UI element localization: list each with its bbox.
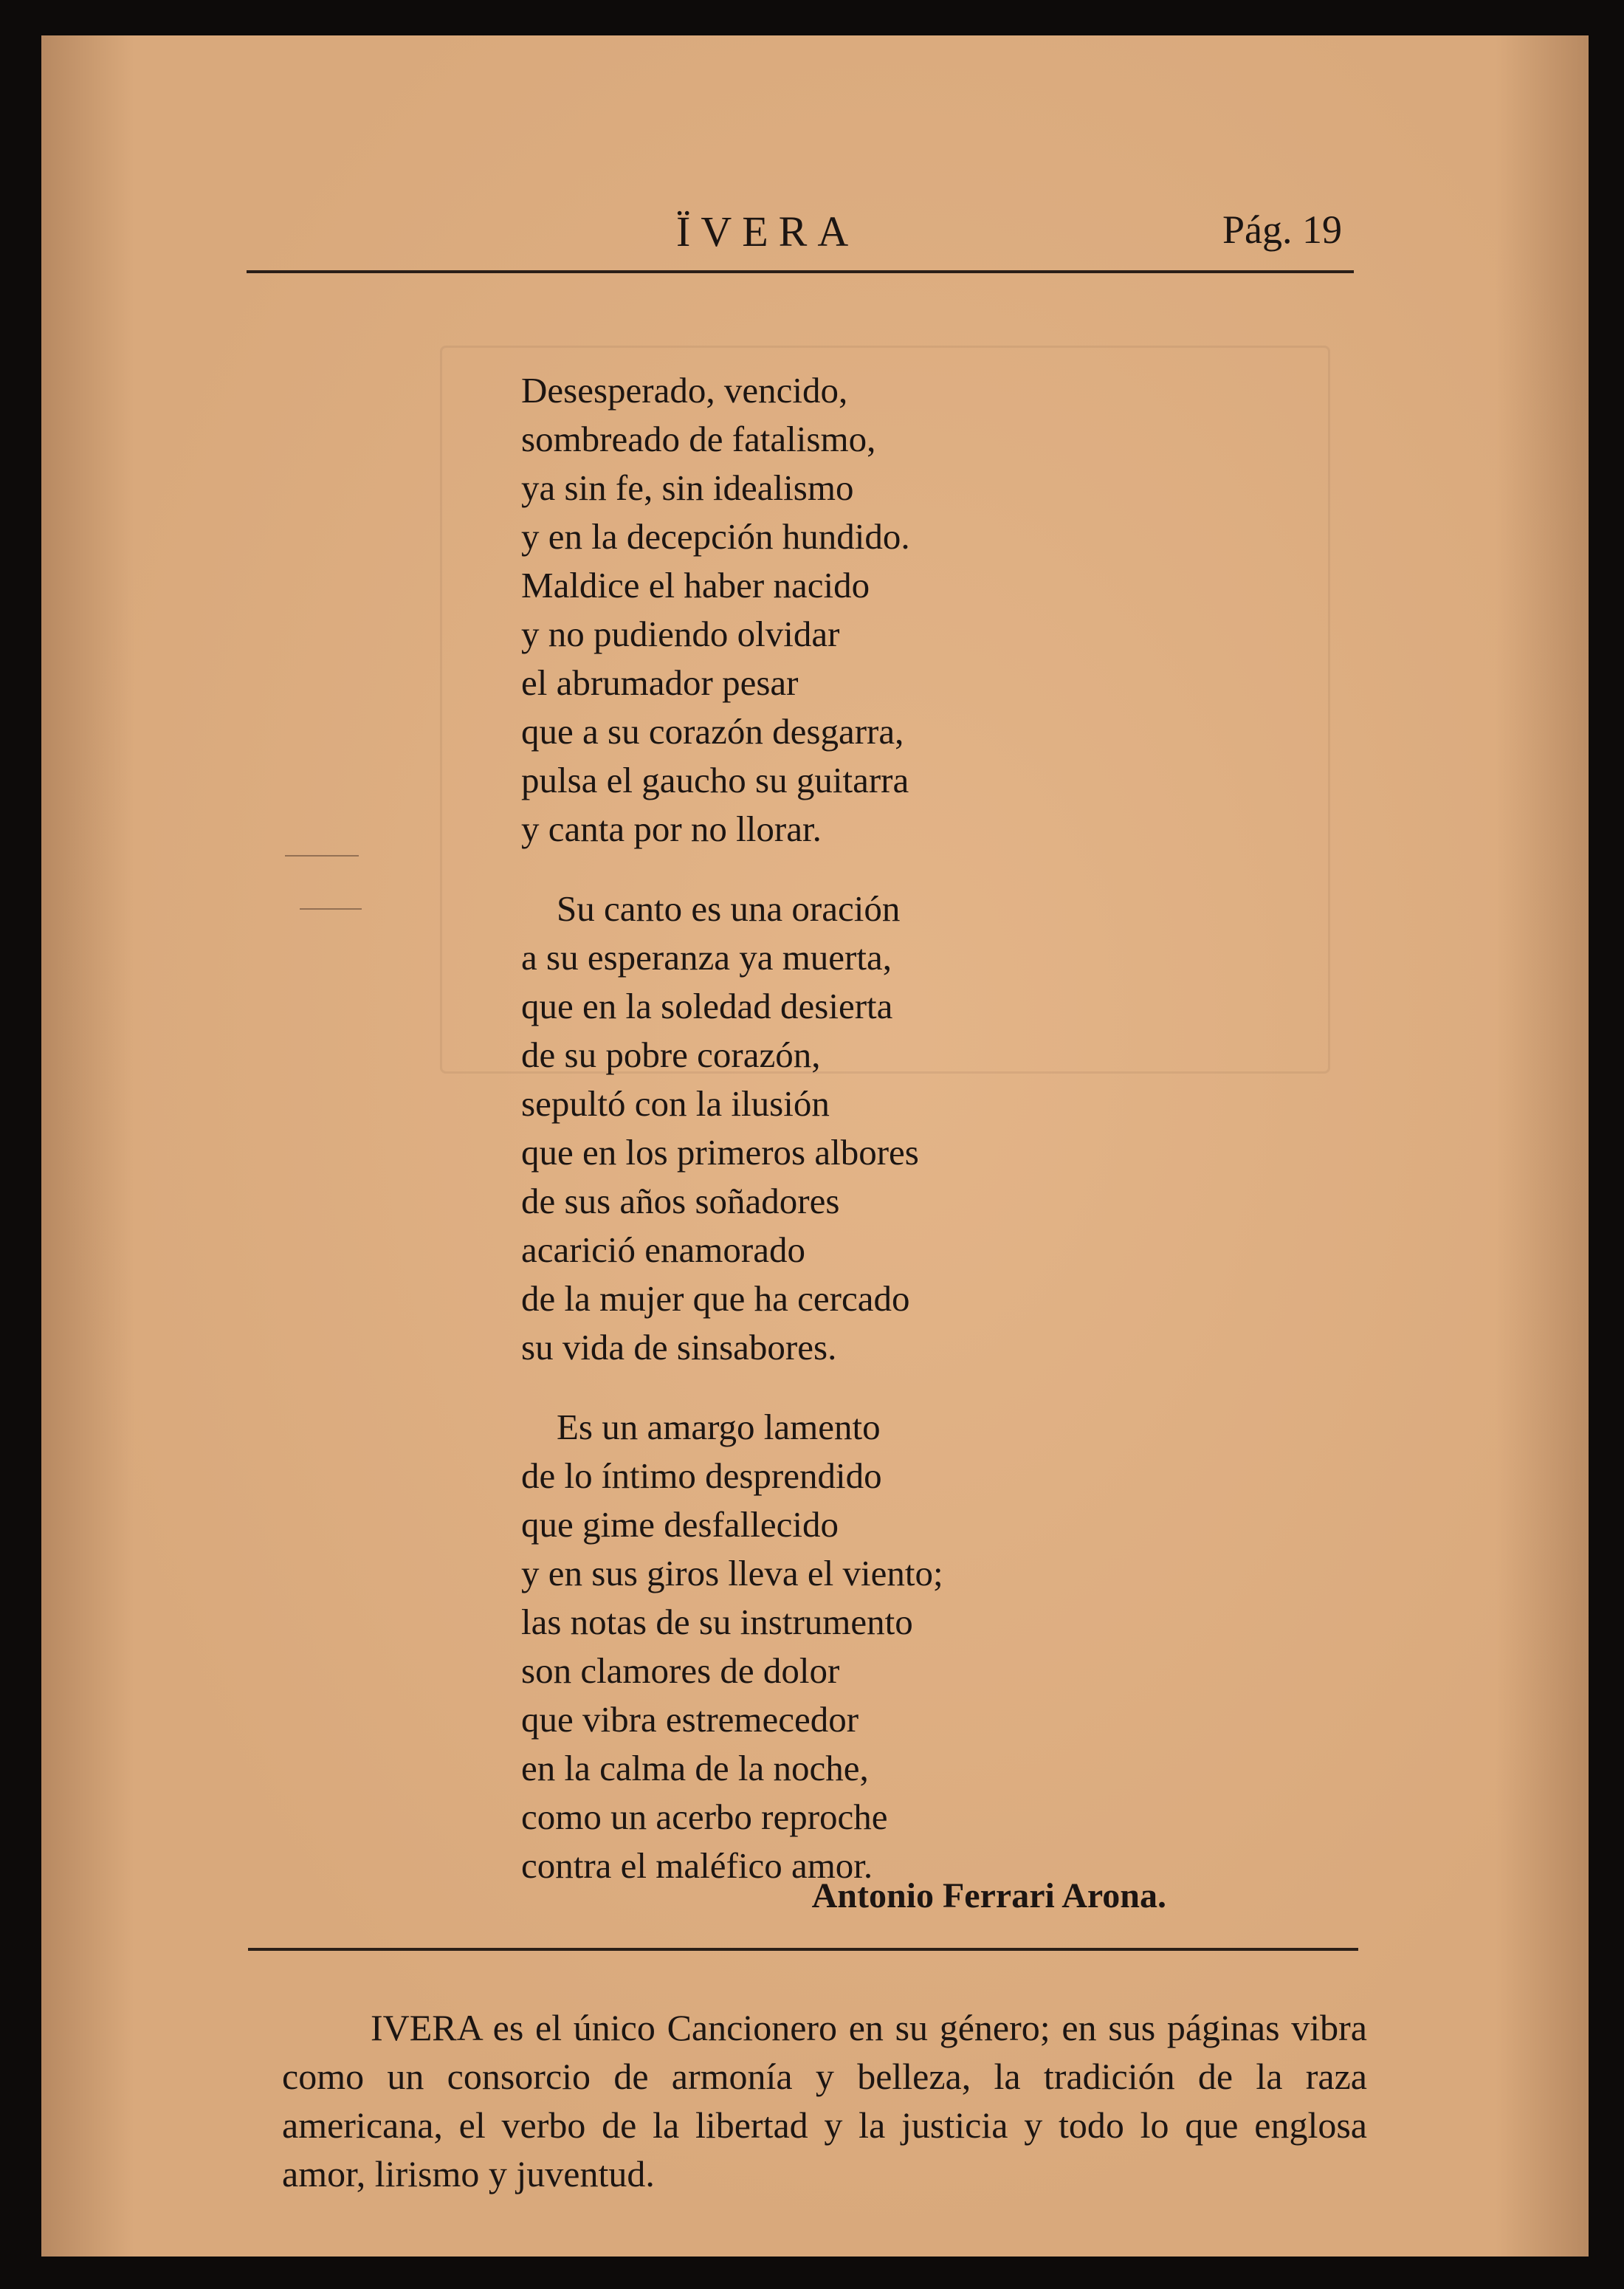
running-header-title: ÏVERA <box>676 207 859 255</box>
page-number: Pág. 19 <box>1222 207 1342 252</box>
poem-line: que en los primeros albores <box>521 1132 919 1173</box>
header-rule <box>247 270 1354 273</box>
margin-mark <box>300 908 362 910</box>
footer-rule <box>248 1948 1358 1951</box>
poem-line: que a su corazón desgarra, <box>521 711 904 752</box>
poem-line: y canta por no llorar. <box>521 809 822 849</box>
poem-line: y en sus giros lleva el viento; <box>521 1553 943 1593</box>
footer-advertisement: IVERA es el único Cancionero en su género; en sus páginas vibra como un consorcio de armonía y belleza, la tradición de la raza americana, el verbo de la libertad y la justicia y todo lo que englosa amor, lirismo y juventud. <box>282 2007 1367 2194</box>
poem-line: de sus años soñadores <box>521 1181 840 1221</box>
poem-line: Desesperado, vencido, <box>521 370 848 411</box>
poem-line: que vibra estremecedor <box>521 1699 859 1740</box>
poem <box>521 366 1407 1921</box>
poem-line: que en la soledad desierta <box>521 986 893 1026</box>
poem-line: como un acerbo reproche <box>521 1796 888 1837</box>
poem-line: de lo íntimo desprendido <box>521 1455 882 1496</box>
margin-mark <box>285 855 359 857</box>
poem-line: sepultó con la ilusión <box>521 1083 830 1124</box>
poem-line: y no pudiendo olvidar <box>521 614 840 654</box>
poem-line: Su canto es una oración <box>557 888 901 929</box>
poem-stanza-3 <box>521 1403 1407 1890</box>
poem-line: acarició enamorado <box>521 1229 805 1270</box>
poem-line: las notas de su instrumento <box>521 1602 913 1642</box>
poem-line: de la mujer que ha cercado <box>521 1278 910 1319</box>
poem-line: contra el maléfico amor. <box>521 1845 873 1886</box>
poem-line: y en la decepción hundido. <box>521 516 910 557</box>
poem-line: a su esperanza ya muerta, <box>521 937 892 978</box>
poem-line: en la calma de la noche, <box>521 1748 869 1788</box>
book-page <box>41 35 1589 2257</box>
poem-line: de su pobre corazón, <box>521 1034 821 1075</box>
poem-line: Es un amargo lamento <box>557 1407 881 1447</box>
poem-author: Antonio Ferrari Arona. <box>811 1876 1166 1915</box>
poem-stanza-1 <box>521 366 1407 854</box>
poem-line: el abrumador pesar <box>521 662 799 703</box>
poem-line: sombreado de fatalismo, <box>521 419 876 459</box>
poem-line: son clamores de dolor <box>521 1650 840 1691</box>
poem-line: ya sin fe, sin idealismo <box>521 467 854 508</box>
poem-line: Maldice el haber nacido <box>521 565 870 605</box>
poem-line: su vida de sinsabores. <box>521 1327 837 1367</box>
poem-stanza-2 <box>521 885 1407 1372</box>
poem-line: que gime desfallecido <box>521 1504 839 1545</box>
poem-line: pulsa el gaucho su guitarra <box>521 760 909 800</box>
